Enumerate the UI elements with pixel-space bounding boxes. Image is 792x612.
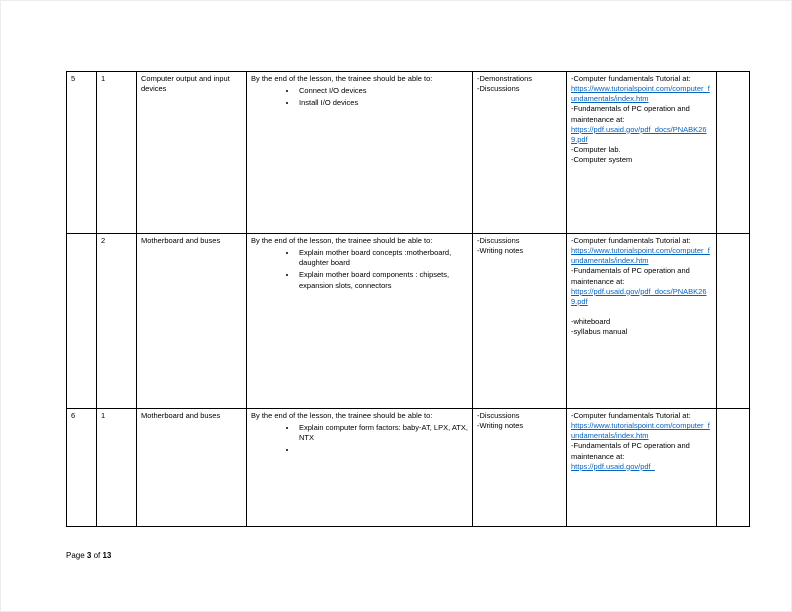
resource-link[interactable]: https://pdf.usaid.gov/pdf_ <box>571 461 655 471</box>
method-line: -Discussions <box>477 236 520 245</box>
resource-link[interactable]: https://www.tutorialspoint.com/computer_fundamentals/index.htm <box>571 421 710 441</box>
blank-line <box>571 307 712 317</box>
objectives-list <box>251 248 468 291</box>
objectives-intro: By the end of the lesson, the trainee should be able to: <box>251 411 433 420</box>
week-cell: 5 <box>67 72 97 234</box>
objectives-list <box>251 86 468 108</box>
objective-item: • Explain mother board concepts :motherboard, daughter board <box>297 248 468 268</box>
resource-link[interactable]: https://www.tutorialspoint.com/computer_fundamentals/index.htm <box>571 246 710 266</box>
resource-text: -Fundamentals of PC operation and maintenance at: <box>571 266 690 286</box>
empty-cell <box>717 234 750 409</box>
resource-text: -whiteboard <box>571 316 611 326</box>
topic-cell: Motherboard and buses <box>137 234 247 409</box>
empty-cell <box>717 72 750 234</box>
resource-text: -Computer fundamentals Tutorial at: <box>571 411 691 420</box>
lesson-plan-table <box>66 71 750 527</box>
table-row <box>67 409 750 527</box>
objectives-list <box>251 423 468 455</box>
objectives-cell <box>247 234 473 409</box>
method-line: -Demonstrations <box>477 74 533 83</box>
lesson-cell: 2 <box>97 234 137 409</box>
page-footer <box>66 551 111 560</box>
week-cell: 6 <box>67 409 97 527</box>
resource-link[interactable]: https://pdf.usaid.gov/pdf_docs/PNABK269.pdf <box>571 124 707 144</box>
resources-cell <box>567 234 717 409</box>
objectives-intro: By the end of the lesson, the trainee should be able to: <box>251 236 433 245</box>
resource-text: -Fundamentals of PC operation and maintenance at: <box>571 441 690 461</box>
resource-text: -Computer lab. <box>571 144 621 154</box>
method-line: -Writing notes <box>477 421 524 431</box>
lesson-cell: 1 <box>97 72 137 234</box>
topic-cell: Computer output and input devices <box>137 72 247 234</box>
resource-link[interactable]: https://pdf.usaid.gov/pdf_docs/PNABK269.pdf <box>571 286 707 306</box>
empty-cell <box>717 409 750 527</box>
resource-text: -Computer system <box>571 155 633 164</box>
week-cell <box>67 234 97 409</box>
method-line: -Writing notes <box>477 246 524 256</box>
methods-cell <box>473 409 567 527</box>
objective-item: • Connect I/O devices <box>297 86 468 96</box>
lesson-cell: 1 <box>97 409 137 527</box>
footer-middle: of <box>91 551 103 560</box>
resource-text: -Computer fundamentals Tutorial at: <box>571 74 691 83</box>
resource-text: -Fundamentals of PC operation and maintenance at: <box>571 104 690 124</box>
objectives-cell <box>247 72 473 234</box>
footer-prefix: Page <box>66 551 87 560</box>
resource-link[interactable]: https://www.tutorialspoint.com/computer_fundamentals/index.htm <box>571 84 710 104</box>
methods-cell <box>473 72 567 234</box>
footer-page-number: 3 <box>86 551 92 560</box>
method-line: -Discussions <box>477 411 520 420</box>
table-row <box>67 234 750 409</box>
topic-cell: Motherboard and buses <box>137 409 247 527</box>
footer-page-total: 13 <box>102 551 112 560</box>
objective-item <box>297 445 468 455</box>
objective-item: • Install I/O devices <box>297 98 468 108</box>
objective-item: • Explain mother board components : chipsets, expansion slots, connectors <box>297 270 468 290</box>
objectives-intro: By the end of the lesson, the trainee should be able to: <box>251 74 433 83</box>
resource-text: -Computer fundamentals Tutorial at: <box>571 236 691 245</box>
table-row <box>67 72 750 234</box>
objectives-cell <box>247 409 473 527</box>
resource-text: -syllabus manual <box>571 327 628 336</box>
objective-item: • Explain computer form factors: baby-AT, LPX, ATX, NTX <box>297 423 468 443</box>
method-line: -Discussions <box>477 84 520 94</box>
methods-cell <box>473 234 567 409</box>
resources-cell <box>567 409 717 527</box>
resources-cell <box>567 72 717 234</box>
